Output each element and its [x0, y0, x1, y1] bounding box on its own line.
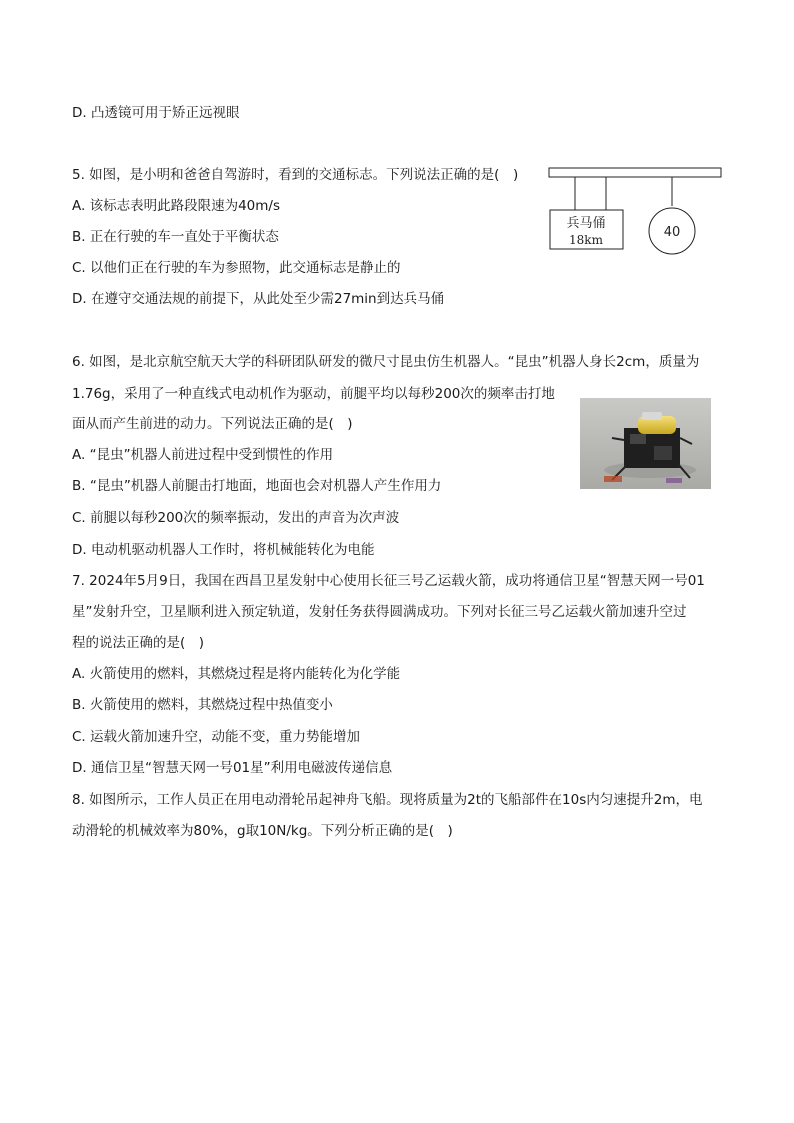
q8-stem-line-2: 动滑轮的机械效率为80%，g取10N/kg。下列分析正确的是( ) [72, 823, 453, 839]
q7-option-d: D. 通信卫星“智慧天网一号01星”利用电磁波传递信息 [72, 760, 393, 776]
sign-distance-text: 18km [569, 233, 603, 247]
q6-option-b: B. “昆虫”机器人前腿击打地面，地面也会对机器人产生作用力 [72, 478, 442, 494]
q5-option-c: C. 以他们正在行驶的车为参照物，此交通标志是静止的 [72, 260, 401, 276]
q4-option-d: D. 凸透镜可用于矫正远视眼 [72, 105, 240, 121]
q7-option-a: A. 火箭使用的燃料，其燃烧过程是将内能转化为化学能 [72, 666, 401, 682]
insect-robot-photo [580, 398, 711, 489]
traffic-sign-figure [548, 166, 723, 256]
q5-option-d: D. 在遵守交通法规的前提下，从此处至少需27min到达兵马俑 [72, 291, 445, 307]
q7-option-b: B. 火箭使用的燃料，其燃烧过程中热值变小 [72, 697, 333, 713]
q6-stem-line-2: 1.76g，采用了一种直线式电动机作为驱动，前腿平均以每秒200次的频率击打地 [72, 386, 555, 402]
q6-option-d: D. 电动机驱动机器人工作时，将机械能转化为电能 [72, 542, 375, 558]
q5-option-b: B. 正在行驶的车一直处于平衡状态 [72, 229, 279, 245]
q6-stem-line-3: 面从而产生前进的动力。下列说法正确的是( ) [72, 416, 353, 432]
q5-option-a: A. 该标志表明此路段限速为40m/s [72, 198, 280, 214]
q6-option-c: C. 前腿以每秒200次的频率振动，发出的声音为次声波 [72, 510, 400, 526]
q6-stem-line-1: 6. 如图，是北京航空航天大学的科研团队研发的微尺寸昆虫仿生机器人。“昆虫”机器人身长2cm，质量为 [72, 354, 700, 370]
sign-place-text: 兵马俑 [566, 216, 606, 231]
q8-stem-line-1: 8. 如图所示，工作人员正在用电动滑轮吊起神舟飞船。现将质量为2t的飞船部件在10s内匀速提升2m，电 [72, 792, 703, 808]
q7-stem-line-1: 7. 2024年5月9日，我国在西昌卫星发射中心使用长征三号乙运载火箭，成功将通信卫星“智慧天网一号01 [72, 573, 705, 589]
q7-option-c: C. 运载火箭加速升空，动能不变，重力势能增加 [72, 729, 361, 745]
q5-stem: 5. 如图，是小明和爸爸自驾游时，看到的交通标志。下列说法正确的是( ) [72, 167, 519, 183]
q7-stem-line-2: 星”发射升空，卫星顺利进入预定轨道，发射任务获得圆满成功。下列对长征三号乙运载火箭加速升空过 [72, 604, 687, 620]
speed-limit-text: 40 [663, 225, 681, 240]
q7-stem-line-3: 程的说法正确的是( ) [72, 635, 205, 651]
q6-option-a: A. “昆虫”机器人前进过程中受到惯性的作用 [72, 447, 334, 463]
